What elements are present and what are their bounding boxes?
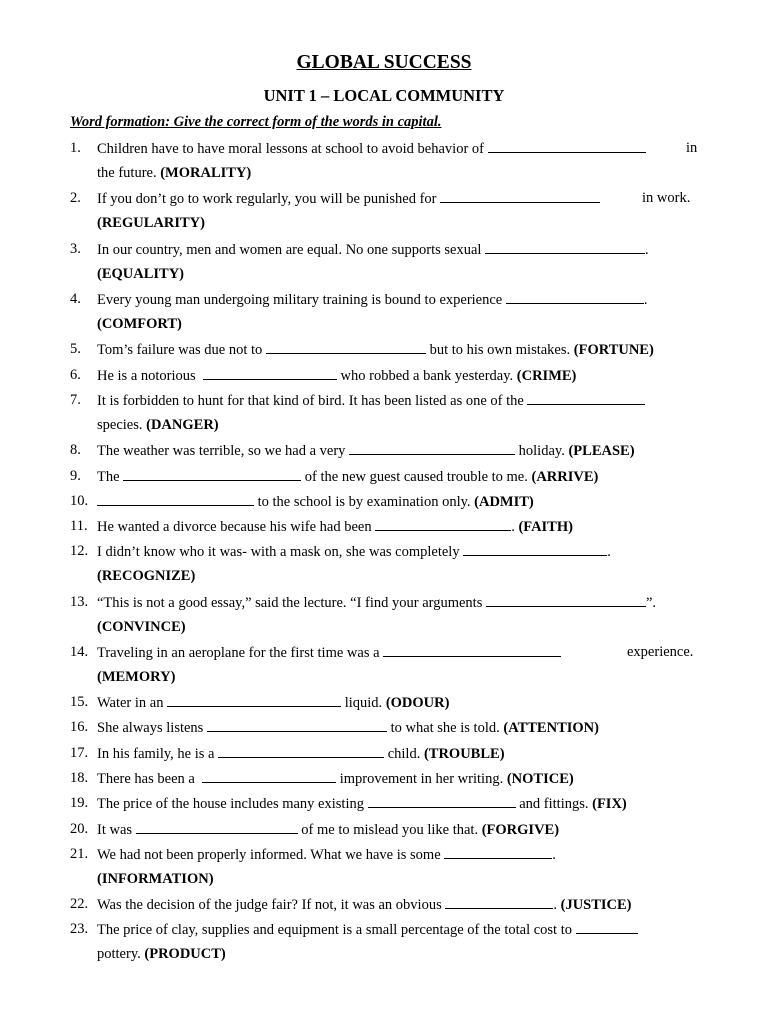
- answer-blank[interactable]: [488, 139, 646, 153]
- answer-blank[interactable]: [383, 643, 561, 657]
- question-14: Traveling in an aeroplane for the first time was a: [97, 643, 561, 662]
- answer-blank[interactable]: [485, 240, 645, 254]
- question-number: 11.: [70, 518, 88, 534]
- question-number: 20.: [70, 821, 89, 837]
- question-21: We had not been properly informed. What we have is some .: [97, 847, 556, 863]
- question-text: in work.: [642, 190, 691, 206]
- answer-blank[interactable]: [375, 517, 511, 531]
- answer-blank[interactable]: [167, 693, 341, 707]
- keyword: (INFORMATION): [97, 871, 214, 887]
- question-6: He is a notorious who robbed a bank yesterday. (CRIME): [97, 368, 577, 384]
- question-7-cont: species. (DANGER): [97, 417, 219, 433]
- question-11: He wanted a divorce because his wife had been . (FAITH): [97, 519, 573, 535]
- question-number: 15.: [70, 694, 89, 710]
- question-number: 4.: [70, 291, 81, 307]
- question-19: The price of the house includes many existing and fittings. (FIX): [97, 796, 627, 812]
- answer-blank[interactable]: [444, 845, 552, 859]
- answer-blank[interactable]: [136, 820, 298, 834]
- answer-blank[interactable]: [576, 920, 638, 934]
- question-number: 5.: [70, 341, 81, 357]
- question-20: It was of me to mislead you like that. (FORGIVE): [97, 822, 560, 838]
- question-number: 13.: [70, 594, 89, 610]
- answer-blank[interactable]: [202, 769, 336, 783]
- question-7: It is forbidden to hunt for that kind of bird. It has been listed as one of the: [97, 391, 645, 410]
- keyword: (CONVINCE): [97, 619, 186, 635]
- question-number: 14.: [70, 644, 89, 660]
- answer-blank[interactable]: [440, 189, 600, 203]
- answer-blank[interactable]: [207, 718, 387, 732]
- question-2: If you don’t go to work regularly, you will be punished for: [97, 189, 600, 208]
- question-13: “This is not a good essay,” said the lecture. “I find your arguments ”.: [97, 595, 657, 611]
- question-15: Water in an liquid. (ODOUR): [97, 695, 450, 711]
- answer-blank[interactable]: [218, 744, 384, 758]
- question-number: 1.: [70, 140, 81, 156]
- keyword: (EQUALITY): [97, 266, 185, 282]
- keyword: (REGULARITY): [97, 215, 205, 231]
- keyword: (MEMORY): [97, 669, 176, 685]
- question-number: 3.: [70, 241, 81, 257]
- question-22: Was the decision of the judge fair? If not, it was an obvious . (JUSTICE): [97, 897, 632, 913]
- question-12: I didn’t know who it was- with a mask on, she was completely .: [97, 544, 611, 560]
- question-5: Tom’s failure was due not to but to his own mistakes. (FORTUNE): [97, 342, 654, 358]
- question-number: 21.: [70, 846, 89, 862]
- question-number: 6.: [70, 367, 81, 383]
- question-3: In our country, men and women are equal. No one supports sexual .: [97, 242, 649, 258]
- question-1-cont: the future. (MORALITY): [97, 165, 252, 181]
- question-text: experience.: [627, 644, 694, 660]
- answer-blank[interactable]: [349, 441, 515, 455]
- question-23: The price of clay, supplies and equipment is a small percentage of the total cost to: [97, 920, 638, 939]
- question-17: In his family, he is a child. (TROUBLE): [97, 746, 505, 762]
- unit-subtitle: UNIT 1 – LOCAL COMMUNITY: [263, 86, 505, 105]
- question-number: 19.: [70, 795, 89, 811]
- answer-blank[interactable]: [203, 366, 337, 380]
- answer-blank[interactable]: [97, 492, 254, 506]
- question-number: 22.: [70, 896, 89, 912]
- answer-blank[interactable]: [445, 895, 553, 909]
- answer-blank[interactable]: [123, 467, 301, 481]
- answer-blank[interactable]: [486, 593, 646, 607]
- question-text: in: [686, 140, 698, 156]
- answer-blank[interactable]: [527, 391, 645, 405]
- question-number: 23.: [70, 921, 89, 937]
- question-8: The weather was terrible, so we had a very holiday. (PLEASE): [97, 443, 635, 459]
- question-number: 16.: [70, 719, 89, 735]
- question-1: Children have to have moral lessons at school to avoid behavior of: [97, 139, 646, 158]
- answer-blank[interactable]: [506, 290, 644, 304]
- question-number: 8.: [70, 442, 81, 458]
- answer-blank[interactable]: [463, 542, 607, 556]
- answer-blank[interactable]: [368, 794, 516, 808]
- page-title: GLOBAL SUCCESS: [296, 52, 472, 73]
- question-number: 2.: [70, 190, 81, 206]
- question-18: There has been a improvement in her writing. (NOTICE): [97, 771, 574, 787]
- question-number: 10.: [70, 493, 89, 509]
- question-9: The of the new guest caused trouble to me. (ARRIVE): [97, 469, 599, 485]
- question-4: Every young man undergoing military training is bound to experience .: [97, 292, 648, 308]
- question-10: to the school is by examination only. (ADMIT): [97, 492, 534, 511]
- question-number: 9.: [70, 468, 81, 484]
- question-16: She always listens to what she is told. (ATTENTION): [97, 720, 599, 736]
- answer-blank[interactable]: [266, 340, 426, 354]
- question-number: 17.: [70, 745, 89, 761]
- instruction: Word formation: Give the correct form of the words in capital.: [70, 114, 442, 130]
- question-23-cont: pottery. (PRODUCT): [97, 946, 226, 962]
- keyword: (COMFORT): [97, 316, 182, 332]
- keyword: (RECOGNIZE): [97, 568, 196, 584]
- question-number: 18.: [70, 770, 89, 786]
- question-number: 7.: [70, 392, 81, 408]
- question-number: 12.: [70, 543, 89, 559]
